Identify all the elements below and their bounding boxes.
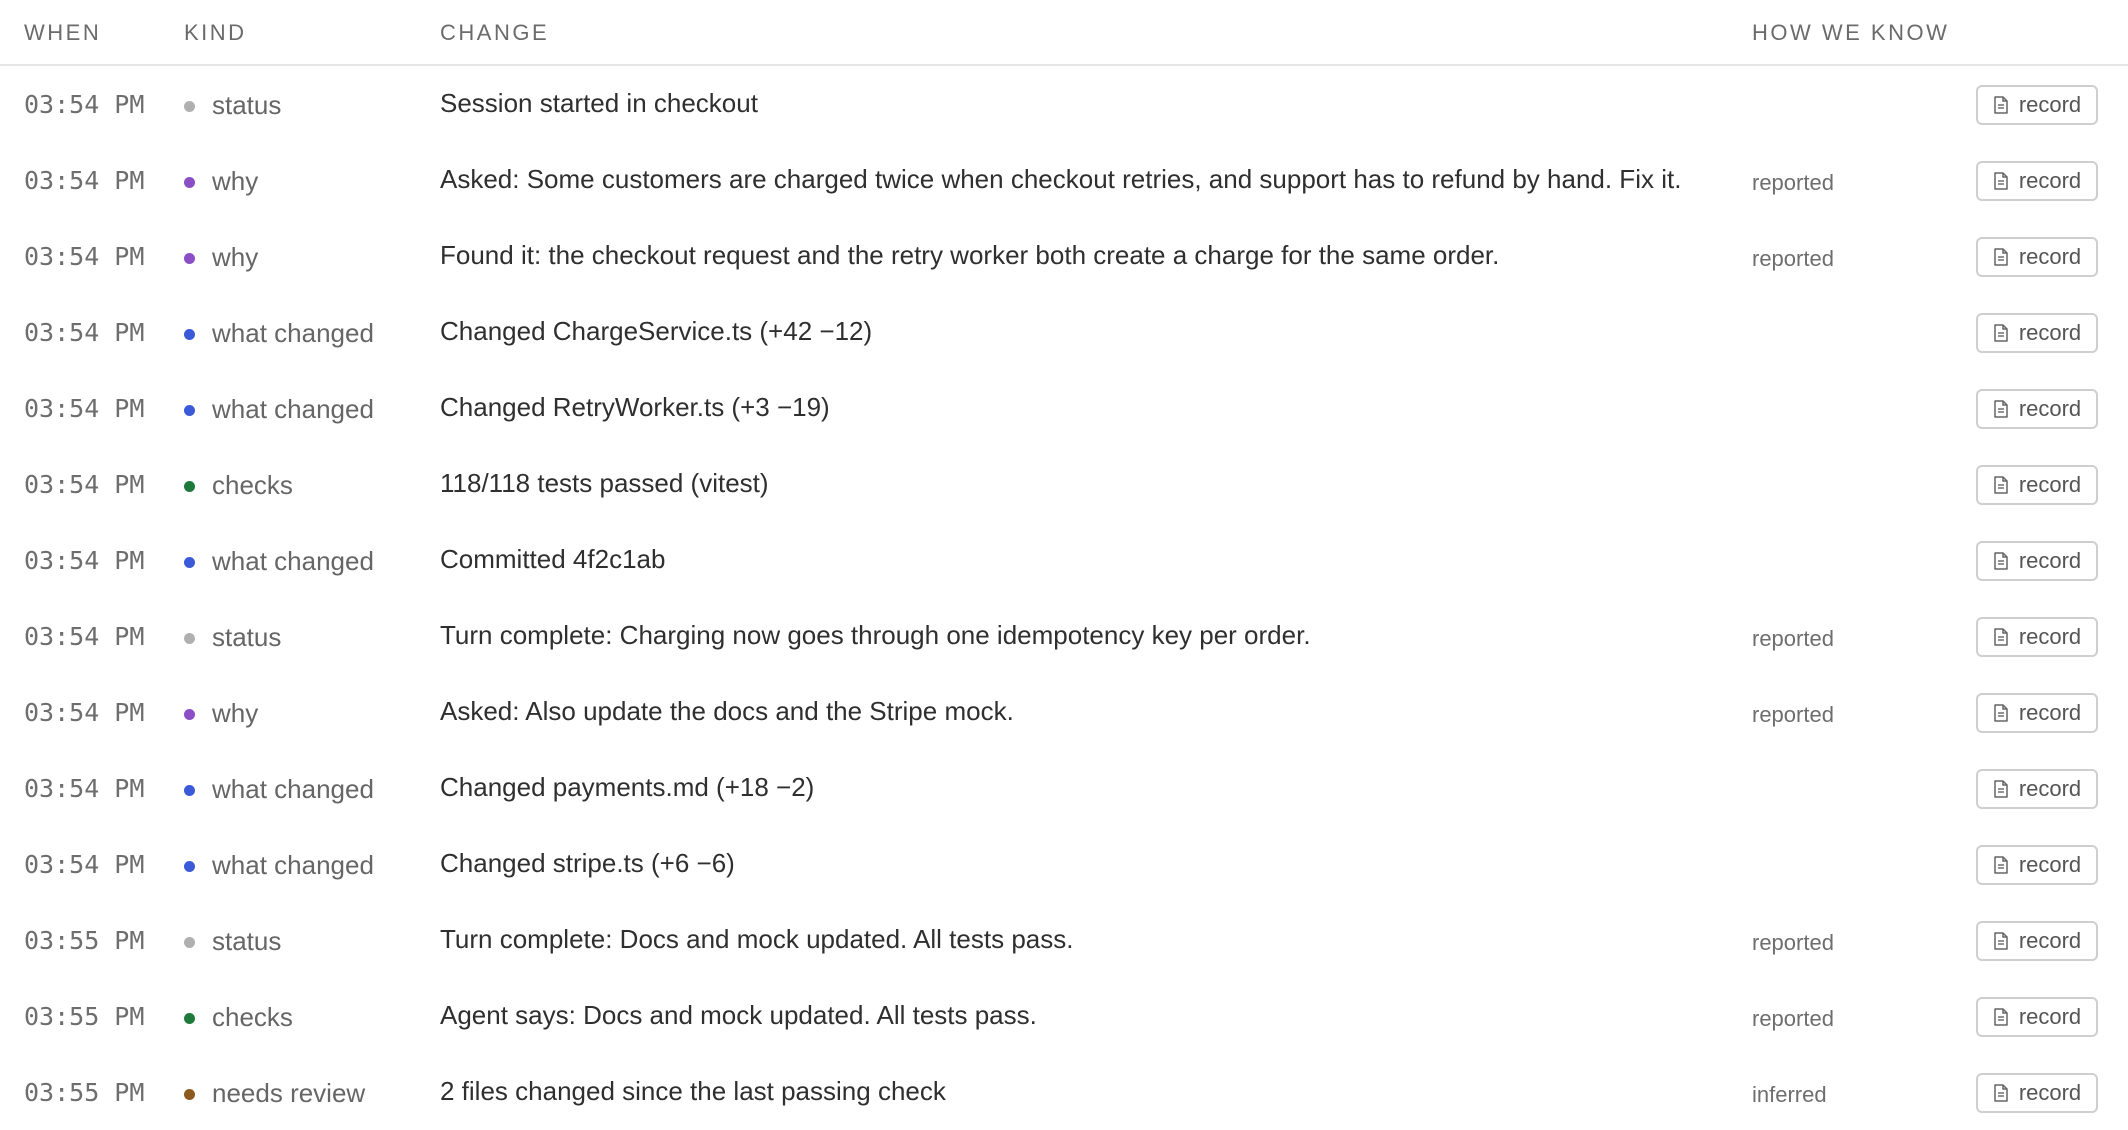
document-icon — [1993, 400, 2009, 418]
kind-label: what changed — [212, 318, 374, 348]
row-change: Turn complete: Charging now goes through one idempotency key per order. — [440, 620, 1311, 650]
record-button-label: record — [2018, 700, 2082, 725]
kind-dot-icon — [184, 1013, 195, 1024]
row-change: 118/118 tests passed (vitest) — [440, 468, 769, 498]
document-icon — [1993, 96, 2009, 114]
row-time: 03:54 PM — [24, 622, 145, 651]
document-icon — [1993, 1008, 2009, 1026]
row-change: Changed RetryWorker.ts (+3 −19) — [440, 392, 830, 422]
row-kind — [184, 470, 293, 501]
table-row — [0, 294, 2128, 370]
table-body — [0, 66, 2128, 1130]
record-button[interactable] — [1976, 769, 2098, 809]
kind-label: what changed — [212, 546, 374, 576]
row-kind — [184, 1078, 365, 1109]
table-row — [0, 750, 2128, 826]
table-row — [0, 978, 2128, 1054]
row-how-we-know: reported — [1752, 170, 1834, 195]
kind-label: needs review — [212, 1078, 366, 1108]
record-button[interactable] — [1976, 997, 2098, 1037]
document-icon — [1993, 704, 2009, 722]
record-button[interactable] — [1976, 161, 2098, 201]
record-button-label: record — [2018, 852, 2082, 877]
kind-dot-icon — [184, 405, 195, 416]
document-icon — [1993, 780, 2009, 798]
kind-dot-icon — [184, 177, 195, 188]
kind-label: status — [212, 926, 282, 956]
header-how-we-know: HOW WE KNOW — [1752, 20, 1950, 45]
document-icon — [1993, 856, 2009, 874]
record-button[interactable] — [1976, 465, 2098, 505]
table-row — [0, 674, 2128, 750]
kind-label: why — [212, 242, 259, 272]
row-change: Turn complete: Docs and mock updated. All tests pass. — [440, 924, 1074, 954]
kind-dot-icon — [184, 709, 195, 720]
kind-label: why — [212, 698, 259, 728]
document-icon — [1993, 172, 2009, 190]
kind-label: what changed — [212, 774, 374, 804]
row-time: 03:54 PM — [24, 242, 145, 271]
row-time: 03:54 PM — [24, 774, 145, 803]
kind-label: status — [212, 622, 282, 652]
header-change: CHANGE — [440, 20, 550, 45]
record-button-label: record — [2018, 244, 2082, 269]
table-row — [0, 826, 2128, 902]
row-kind — [184, 394, 374, 425]
document-icon — [1993, 1084, 2009, 1102]
record-button-label: record — [2018, 396, 2082, 421]
record-button[interactable] — [1976, 845, 2098, 885]
row-kind — [184, 622, 281, 653]
record-button-label: record — [2018, 776, 2082, 801]
record-button[interactable] — [1976, 313, 2098, 353]
record-button-label: record — [2018, 1004, 2082, 1029]
header-kind: KIND — [184, 20, 247, 45]
row-change: 2 files changed since the last passing check — [440, 1076, 946, 1106]
record-button-label: record — [2018, 1080, 2082, 1105]
row-change: Agent says: Docs and mock updated. All tests pass. — [440, 1000, 1037, 1030]
table-row — [0, 446, 2128, 522]
record-button[interactable] — [1976, 541, 2098, 581]
kind-dot-icon — [184, 481, 195, 492]
record-button[interactable] — [1976, 921, 2098, 961]
row-kind — [184, 1002, 293, 1033]
table-row — [0, 902, 2128, 978]
record-button[interactable] — [1976, 1073, 2098, 1113]
row-time: 03:54 PM — [24, 850, 145, 879]
document-icon — [1993, 932, 2009, 950]
table-row — [0, 522, 2128, 598]
row-change: Changed ChargeService.ts (+42 −12) — [440, 316, 873, 346]
row-how-we-know: reported — [1752, 246, 1834, 271]
document-icon — [1993, 552, 2009, 570]
record-button-label: record — [2018, 624, 2082, 649]
table-row — [0, 370, 2128, 446]
kind-dot-icon — [184, 557, 195, 568]
record-button-label: record — [2018, 92, 2082, 117]
row-how-we-know: inferred — [1752, 1082, 1827, 1107]
row-kind — [184, 318, 374, 349]
row-time: 03:54 PM — [24, 90, 145, 119]
row-kind — [184, 546, 374, 577]
table-row — [0, 1054, 2128, 1130]
record-button-label: record — [2018, 928, 2082, 953]
document-icon — [1993, 476, 2009, 494]
table-row — [0, 66, 2128, 142]
row-change: Changed stripe.ts (+6 −6) — [440, 848, 735, 878]
kind-dot-icon — [184, 937, 195, 948]
header-when: WHEN — [24, 20, 102, 45]
row-kind — [184, 850, 374, 881]
row-kind — [184, 90, 281, 121]
kind-label: what changed — [212, 850, 374, 880]
document-icon — [1993, 628, 2009, 646]
row-time: 03:54 PM — [24, 394, 145, 423]
record-button[interactable] — [1976, 85, 2098, 125]
row-how-we-know: reported — [1752, 702, 1834, 727]
row-kind — [184, 926, 281, 957]
kind-dot-icon — [184, 253, 195, 264]
kind-label: why — [212, 166, 259, 196]
row-time: 03:54 PM — [24, 166, 145, 195]
row-time: 03:54 PM — [24, 698, 145, 727]
document-icon — [1993, 248, 2009, 266]
row-kind — [184, 166, 258, 197]
row-change: Asked: Some customers are charged twice when checkout retries, and support has to refund by hand. Fix it. — [440, 164, 1682, 194]
table-row — [0, 598, 2128, 674]
record-button-label: record — [2018, 320, 2082, 345]
row-change: Found it: the checkout request and the retry worker both create a charge for the same order. — [440, 240, 1500, 270]
row-kind — [184, 774, 374, 805]
row-how-we-know: reported — [1752, 930, 1834, 955]
kind-label: checks — [212, 1002, 293, 1032]
record-button-label: record — [2018, 548, 2082, 573]
record-button[interactable] — [1976, 617, 2098, 657]
row-change: Committed 4f2c1ab — [440, 544, 666, 574]
table-row — [0, 218, 2128, 294]
kind-label: what changed — [212, 394, 374, 424]
row-kind — [184, 242, 258, 273]
record-button[interactable] — [1976, 693, 2098, 733]
row-time: 03:55 PM — [24, 1002, 145, 1031]
row-time: 03:54 PM — [24, 546, 145, 575]
row-how-we-know: reported — [1752, 1006, 1834, 1031]
row-how-we-know: reported — [1752, 626, 1834, 651]
table-header — [0, 0, 2128, 66]
row-time: 03:55 PM — [24, 926, 145, 955]
row-change: Asked: Also update the docs and the Stripe mock. — [440, 696, 1014, 726]
record-button[interactable] — [1976, 389, 2098, 429]
row-change: Session started in checkout — [440, 88, 758, 118]
kind-dot-icon — [184, 329, 195, 340]
table-row — [0, 142, 2128, 218]
kind-dot-icon — [184, 861, 195, 872]
record-button-label: record — [2018, 472, 2082, 497]
row-change: Changed payments.md (+18 −2) — [440, 772, 815, 802]
record-button-label: record — [2018, 168, 2082, 193]
kind-dot-icon — [184, 785, 195, 796]
record-button[interactable] — [1976, 237, 2098, 277]
kind-dot-icon — [184, 1089, 195, 1100]
document-icon — [1993, 324, 2009, 342]
kind-label: checks — [212, 470, 293, 500]
kind-label: status — [212, 90, 282, 120]
kind-dot-icon — [184, 101, 195, 112]
row-time: 03:54 PM — [24, 470, 145, 499]
kind-dot-icon — [184, 633, 195, 644]
row-time: 03:55 PM — [24, 1078, 145, 1107]
row-time: 03:54 PM — [24, 318, 145, 347]
row-kind — [184, 698, 258, 729]
